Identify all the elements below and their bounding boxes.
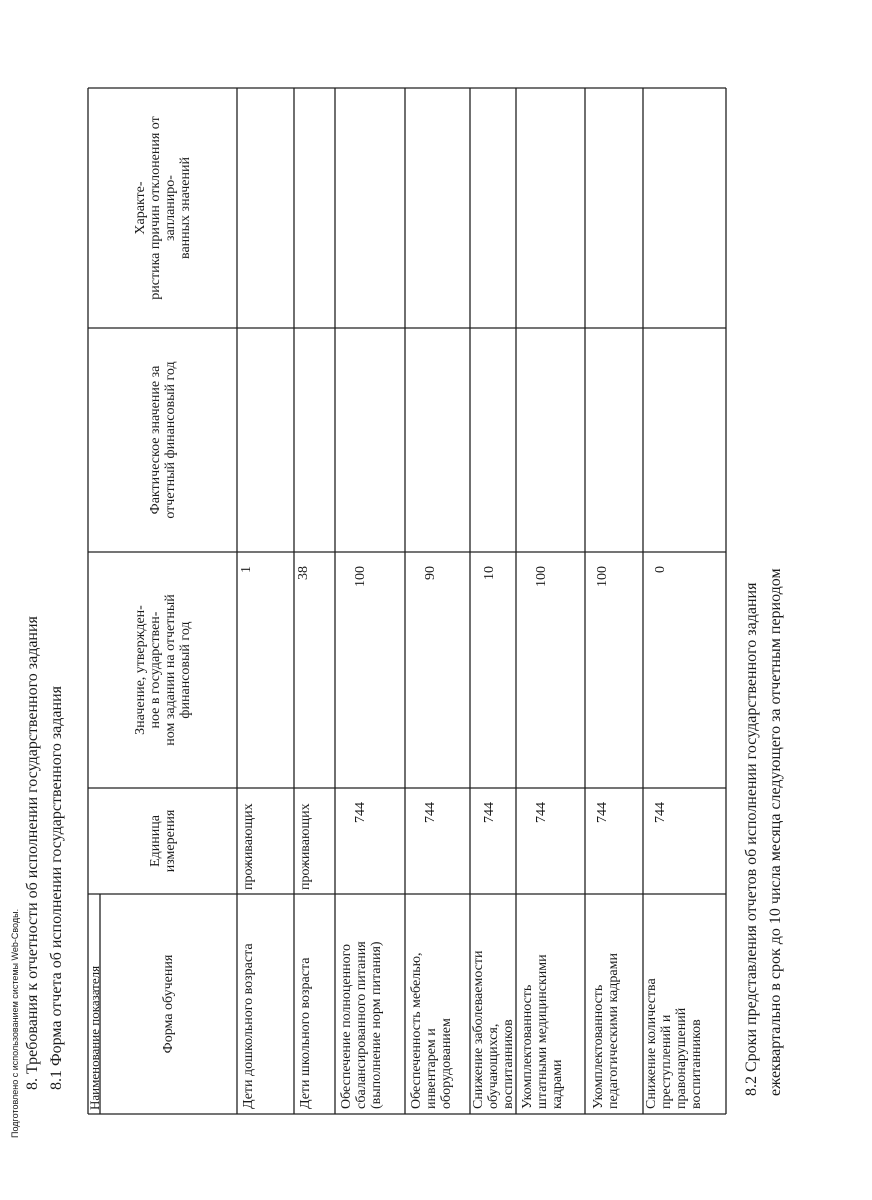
section-8-2-text: ежеквартально в срок до 10 числа месяца следующего за отчетным периодом	[767, 568, 784, 1096]
table-row-unit: 744	[353, 802, 368, 823]
table-row-approved-value: 0	[653, 566, 668, 573]
header-deviation-reason: Характе- ристика причин отклонения от запланиро- ванных значений	[132, 116, 193, 300]
header-approved-value: Значение, утвержден- ное в государствен- ном задании на отчетный финансовый год	[132, 594, 193, 746]
header-unit: Единица измерения	[147, 809, 178, 873]
table-row-name: Снижение количества преступлений и правонарушений воспитанников	[644, 978, 704, 1109]
table-row-name: Укомплектованность педагогическими кадрами	[591, 953, 621, 1109]
table-row-name: Обеспечение полноценного сбалансированного питания (выполнение норм питания)	[339, 941, 384, 1109]
table-row-name: Снижение заболеваемости обучающихся, воспитанников	[471, 950, 516, 1109]
table-row-unit: 744	[482, 802, 497, 823]
table-row-approved-value: 100	[353, 566, 368, 587]
table-row-unit: 744	[595, 802, 610, 823]
table-row-approved-value: 1	[239, 566, 254, 573]
table-row-approved-value: 10	[482, 566, 497, 580]
table-row-unit: 744	[534, 802, 549, 823]
table-row-name: Укомплектованность штатными медицинскими кадрами	[520, 954, 565, 1109]
section-8-title: 8. Требования к отчетности об исполнении государственного задания	[24, 616, 41, 1090]
table-row-name: Обеспеченность мебелью, инвентарем и оборудованием	[409, 952, 454, 1109]
table-row-name: Дети дошкольного возраста	[241, 943, 256, 1109]
table-row-unit: проживающих	[298, 803, 313, 890]
watermark-text: Подготовлено с использованием системы Web-Своды.	[10, 908, 20, 1138]
section-8-1-title: 8.1 Форма отчета об исполнении государственного задания	[48, 685, 65, 1090]
table-row-approved-value: 100	[534, 566, 549, 587]
table-row-unit: проживающих	[241, 803, 256, 890]
table-row-approved-value: 100	[595, 566, 610, 587]
header-indicator-name: Наименование показателя	[86, 965, 102, 1110]
header-form: Форма обучения	[161, 954, 176, 1054]
table-row-unit: 744	[423, 802, 438, 823]
section-8-2-title: 8.2 Сроки представления отчетов об исполнении государственного задания	[743, 582, 760, 1096]
table-row-approved-value: 38	[296, 566, 311, 580]
table-row-name: Дети школьного возраста	[298, 957, 313, 1109]
header-actual-value: Фактическое значение за отчетный финансовый год	[147, 361, 178, 519]
table-row-unit: 744	[653, 802, 668, 823]
table-row-approved-value: 90	[423, 566, 438, 580]
